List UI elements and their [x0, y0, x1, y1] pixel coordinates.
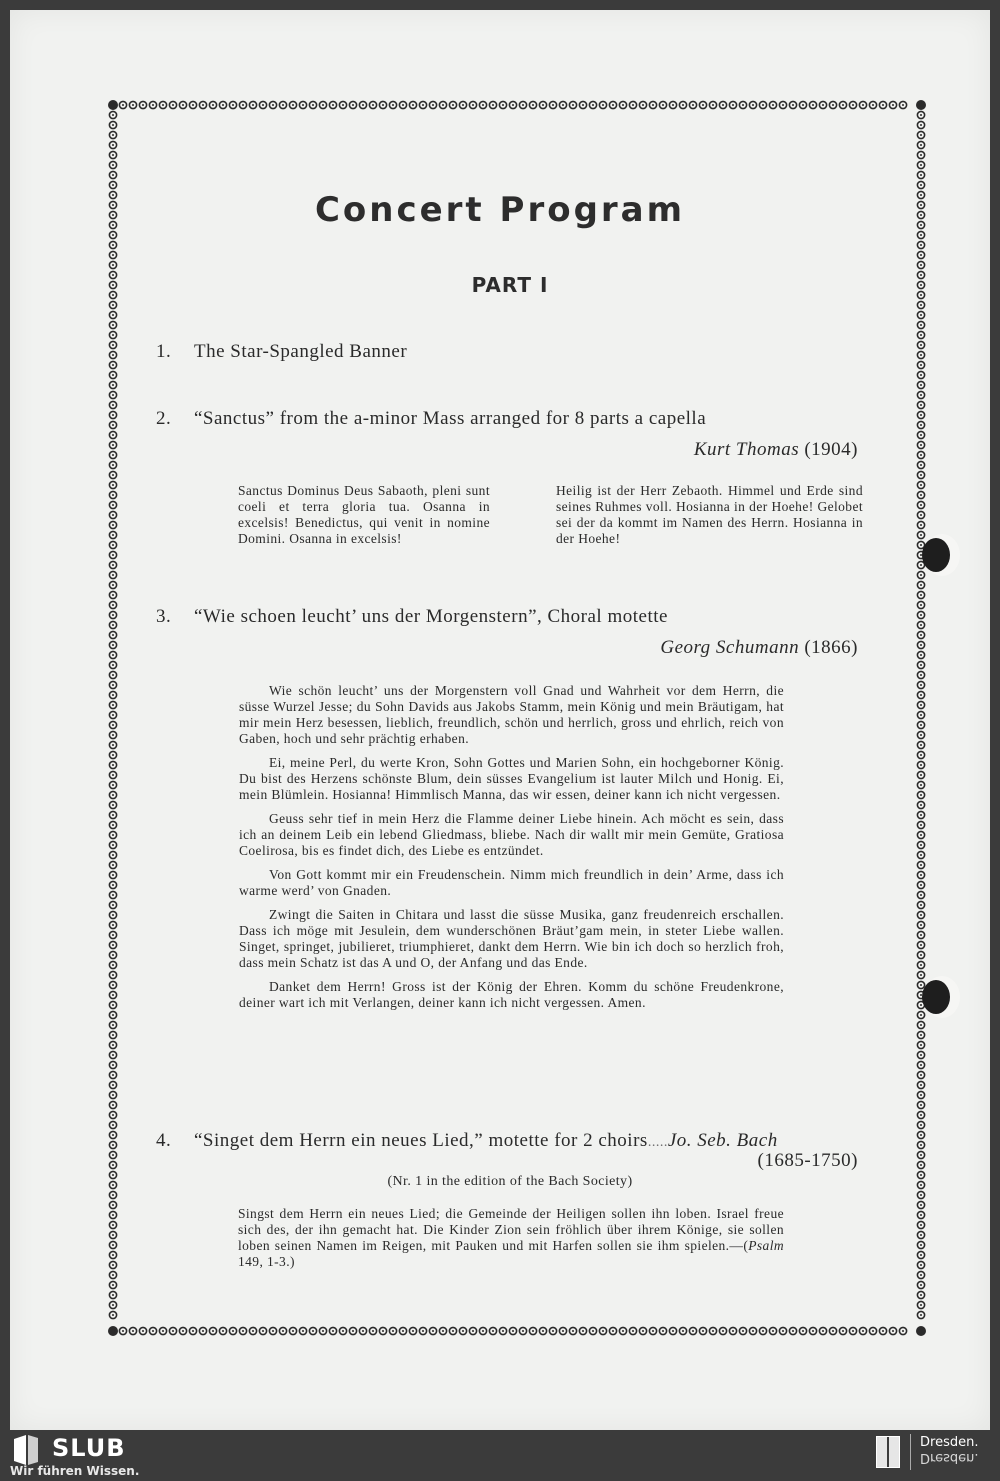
slub-brand[interactable]: SLUB: [52, 1434, 126, 1462]
dresden-city: Dresden.: [920, 1435, 979, 1450]
psalm-ref-label: Psalm: [748, 1238, 784, 1253]
dresden-logo[interactable]: [920, 1436, 978, 1464]
verse: Danket dem Herrn! Gross ist der König der Ehren. Komm du schöne Freudenkrone, deiner wart ich mit Verlangen, deiner kann ich nicht vergessen. Amen.: [239, 979, 784, 1010]
verse: Ei, meine Perl, du werte Kron, Sohn Gottes und Marien Sohn, ein hochgeborner König. Du bist des Herzens schönste Blum, dein süsses Evangelium ist lauter Milch und Honig. Ei, mein Blümlein. Hosianna! Himmlisch Manna, das wir essen, deiner kann ich nicht vergessen.: [239, 755, 784, 802]
composer-year: (1904): [804, 439, 858, 460]
dresden-crest-icon: [876, 1436, 900, 1468]
composer-name: Kurt Thomas: [693, 439, 800, 460]
page-title: Concert Program: [314, 190, 686, 230]
composer-name: Georg Schumann: [660, 637, 800, 658]
verse: Wie schön leucht’ uns der Morgenstern voll Gnad und Wahrheit vor dem Herrn, die süsse Wurzel Jesse; du Sohn Davids aus Jakobs Stamm, mein König und mein Bräutigam, hat mir mein Herz besessen, lieblich, freundlich, schön und herrlich, gross und ehrlich, reich von Gaben, hoch und sehr prächtig erhaben.: [239, 683, 784, 746]
dot-leader: .....: [647, 1135, 668, 1150]
composer-year: (1866): [804, 637, 858, 658]
program-item-4: [156, 1130, 778, 1152]
composer-year-4: (1685-1750): [757, 1150, 858, 1171]
bach-edition-note: (Nr. 1 in the edition of the Bach Society): [387, 1174, 633, 1189]
sanctus-german-text: Heilig ist der Herr Zebaoth. Himmel und Erde sind seines Ruhmes voll. Hosianna in der Hoehe! Gelobet sei der da kommt im Namen des Herrn. Hosianna in der Hoehe!: [556, 483, 863, 546]
item-number: 4.: [156, 1130, 172, 1151]
verse: Zwingt die Saiten in Chitara und lasst die süsse Musika, ganz freudenreich erschallen. Dass ich möge mit Jesulein, dem wunderschönen Bräut’gam mein, in steter Liebe wallen. Singet, springet, jubilieret, triumphieret, dankt dem Herrn. Wie bin ich doch so herzlich froh, dass mein Schatz ist das A und O, der Anfang und das Ende.: [239, 907, 784, 970]
dresden-city-mirror: Dresden.: [920, 1450, 979, 1465]
psalm-ref-open: (: [743, 1238, 749, 1253]
program-item-1: [156, 341, 407, 363]
slub-logo-icon[interactable]: [12, 1435, 40, 1465]
item-title: “Singet dem Herrn ein neues Lied,” motette for 2 choirs: [194, 1130, 648, 1151]
item-title: “Wie schoen leucht’ uns der Morgenstern”, Choral motette: [194, 606, 668, 627]
punch-hole: [922, 980, 950, 1014]
footer-bar: [0, 1430, 1000, 1481]
program-item-2: [156, 408, 706, 430]
morgenstern-lyrics: [239, 683, 784, 1019]
item-title: “Sanctus” from the a-minor Mass arranged for 8 parts a capella: [194, 408, 707, 429]
verse: Geuss sehr tief in mein Herz die Flamme deiner Liebe hinein. Ach möcht es sein, dass ich an deinem Leib ein lebend Gliedmass, bliebe. Nach dir wallt mir mein Gemüte, Gratiosa Coelirosa, bis es findet dich, des Liebe es entzündet.: [239, 811, 784, 858]
part-heading: PART I: [471, 273, 549, 297]
bach-lyrics: Singst dem Herrn ein neues Lied; die Gemeinde der Heiligen sollen ihn loben. Israel freue sich des, der ihn gemacht hat. Die Kinder Zion sein fröhlich über ihrem Könige, sie sollen loben seinen Namen im Reigen, mit Pauken und mit Harfen sollen sie ihm spielen.—: [238, 1206, 784, 1253]
composer-line-3: [660, 637, 858, 659]
footer-divider: [910, 1434, 911, 1470]
psalm-ref: 149, 1-3.): [238, 1254, 295, 1269]
sanctus-latin-text: Sanctus Dominus Deus Sabaoth, pleni sunt coeli et terra gloria tua. Osanna in excelsis! Benedictus, qui venit in nomine Domini. Osanna in excelsis!: [238, 483, 490, 546]
program-item-3: [156, 606, 668, 628]
composer-line-2: [694, 439, 858, 461]
item-number: 2.: [156, 408, 172, 429]
punch-hole: [922, 538, 950, 572]
item-number: 1.: [156, 341, 172, 362]
item-title: The Star-Spangled Banner: [194, 341, 408, 362]
composer-name: Jo. Seb. Bach: [667, 1130, 778, 1151]
bach-text: [238, 1206, 784, 1270]
verse: Von Gott kommt mir ein Freudenschein. Nimm mich freundlich in dein’ Arme, dass ich warme werd’ von Gnaden.: [239, 867, 784, 898]
item-number: 3.: [156, 606, 172, 627]
slub-tagline: Wir führen Wissen.: [10, 1464, 140, 1478]
